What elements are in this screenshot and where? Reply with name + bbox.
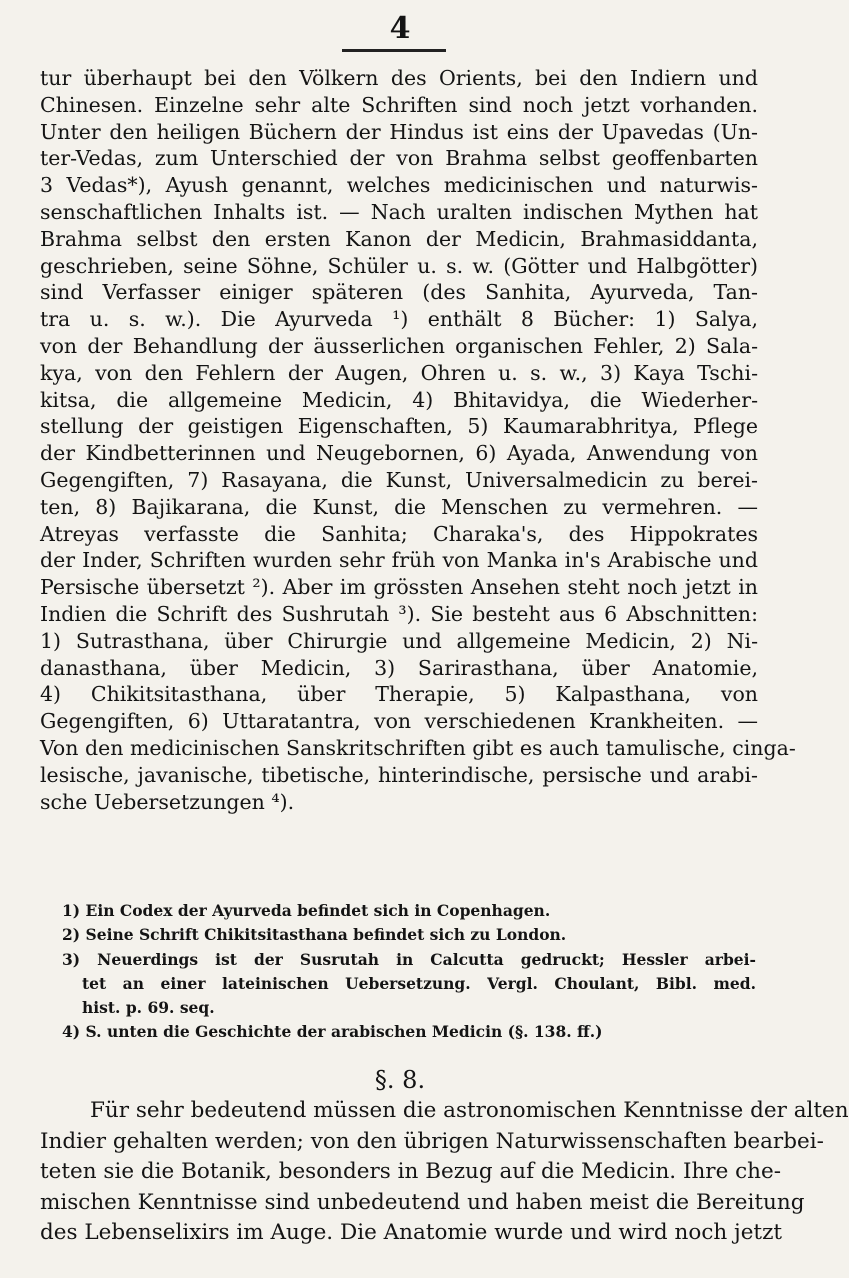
header-rule <box>342 49 446 52</box>
body-line: danasthana, über Medicin, 3) Sarirasthana, über Anatomie, <box>40 655 758 680</box>
body-line: sche Uebersetzungen ⁴). <box>40 789 295 814</box>
section-line: des Lebenselixirs im Auge. Die Anatomie wurde und wird noch jetzt <box>40 1220 783 1245</box>
body-line: geschrieben, seine Söhne, Schüler u. s. w. (Götter und Halbgötter) <box>40 253 758 278</box>
body-line: Unter den heiligen Büchern der Hindus ist eins der Upavedas (Un- <box>40 119 758 144</box>
body-line: von der Behandlung der äusserlichen organischen Fehler, 2) Sala- <box>40 333 758 358</box>
body-line: stellung der geistigen Eigenschaften, 5) Kaumarabhritya, Pflege <box>40 414 758 439</box>
body-line: lesische, javanische, tibetische, hinterindische, persische und arabi- <box>40 762 758 787</box>
footnote-line: 1) Ein Codex der Ayurveda befindet sich in Copenhagen. <box>62 901 551 920</box>
body-line: der Kindbetterinnen und Neugebornen, 6) Ayada, Anwendung von <box>40 441 758 466</box>
section-heading: §. 8. <box>374 1066 426 1094</box>
body-line: 1) Sutrasthana, über Chirurgie und allgemeine Medicin, 2) Ni- <box>40 628 758 653</box>
section-line: Indier gehalten werden; von den übrigen Naturwissenschaften bearbei- <box>40 1128 824 1154</box>
body-line: Gegengiften, 7) Rasayana, die Kunst, Universalmedicin zu berei- <box>40 467 758 492</box>
body-line: Chinesen. Einzelne sehr alte Schriften sind noch jetzt vorhanden. <box>40 92 758 117</box>
section-text <box>40 1096 849 1249</box>
body-line: Indien die Schrift des Sushrutah ³). Sie besteht aus 6 Abschnitten: <box>40 601 758 626</box>
body-line: 4) Chikitsitasthana, über Therapie, 5) Kalpasthana, von <box>40 682 758 707</box>
footnotes <box>62 899 756 1045</box>
body-line: ter-Vedas, zum Unterschied der von Brahma selbst geoffenbarten <box>40 146 758 171</box>
footnote-line: 2) Seine Schrift Chikitsitasthana befindet sich zu London. <box>62 925 567 945</box>
body-line: Persische übersetzt ²). Aber im grössten Ansehen steht noch jetzt in <box>40 575 758 600</box>
body-line: ten, 8) Bajikarana, die Kunst, die Menschen zu vermehren. — <box>40 494 758 519</box>
page-number: 4 <box>389 11 411 46</box>
body-line: der Inder, Schriften wurden sehr früh von Manka in's Arabische und <box>40 548 758 573</box>
body-line: kya, von den Fehlern der Augen, Ohren u. s. w., 3) Kaya Tschi- <box>40 360 758 385</box>
footnote-line: 3) Neuerdings ist der Susrutah in Calcutta gedruckt; Hessler arbei- <box>62 949 756 969</box>
body-line: tra u. s. w.). Die Ayurveda ¹) enthält 8 Bücher: 1) Salya, <box>40 307 758 332</box>
section-line: mischen Kenntnisse sind unbedeutend und haben meist die Bereitung <box>40 1189 805 1215</box>
body-line: Brahma selbst den ersten Kanon der Medicin, Brahmasiddanta, <box>40 226 758 251</box>
section-line: Für sehr bedeutend müssen die astronomischen Kenntnisse der alten <box>90 1098 849 1123</box>
footnote-line: tet an einer lateinischen Uebersetzung. Vergl. Choulant, Bibl. med. <box>82 973 756 993</box>
body-line: Von den medicinischen Sanskritschriften gibt es auch tamulische, cinga- <box>40 735 796 760</box>
body-line: 3 Vedas*), Ayush genannt, welches medicinischen und naturwis- <box>40 173 758 198</box>
body-line: sind Verfasser einiger späteren (des Sanhita, Ayurveda, Tan- <box>40 280 758 305</box>
body-line: Gegengiften, 6) Uttaratantra, von verschiedenen Krankheiten. — <box>40 709 758 734</box>
footnote-line: 4) S. unten die Geschichte der arabischen Medicin (§. 138. ff.) <box>62 1022 603 1042</box>
footnote-line: hist. p. 69. seq. <box>82 998 215 1018</box>
body-line: kitsa, die allgemeine Medicin, 4) Bhitavidya, die Wiederher- <box>40 387 758 412</box>
section-line: teten sie die Botanik, besonders in Bezug auf die Medicin. Ihre che- <box>40 1159 782 1184</box>
body-line: tur überhaupt bei den Völkern des Orients, bei den Indiern und <box>40 66 758 90</box>
body-line: senschaftlichen Inhalts ist. — Nach uralten indischen Mythen hat <box>40 199 758 224</box>
body-text <box>40 65 796 815</box>
body-line: Atreyas verfasste die Sanhita; Charaka's, des Hippokrates <box>40 521 758 546</box>
